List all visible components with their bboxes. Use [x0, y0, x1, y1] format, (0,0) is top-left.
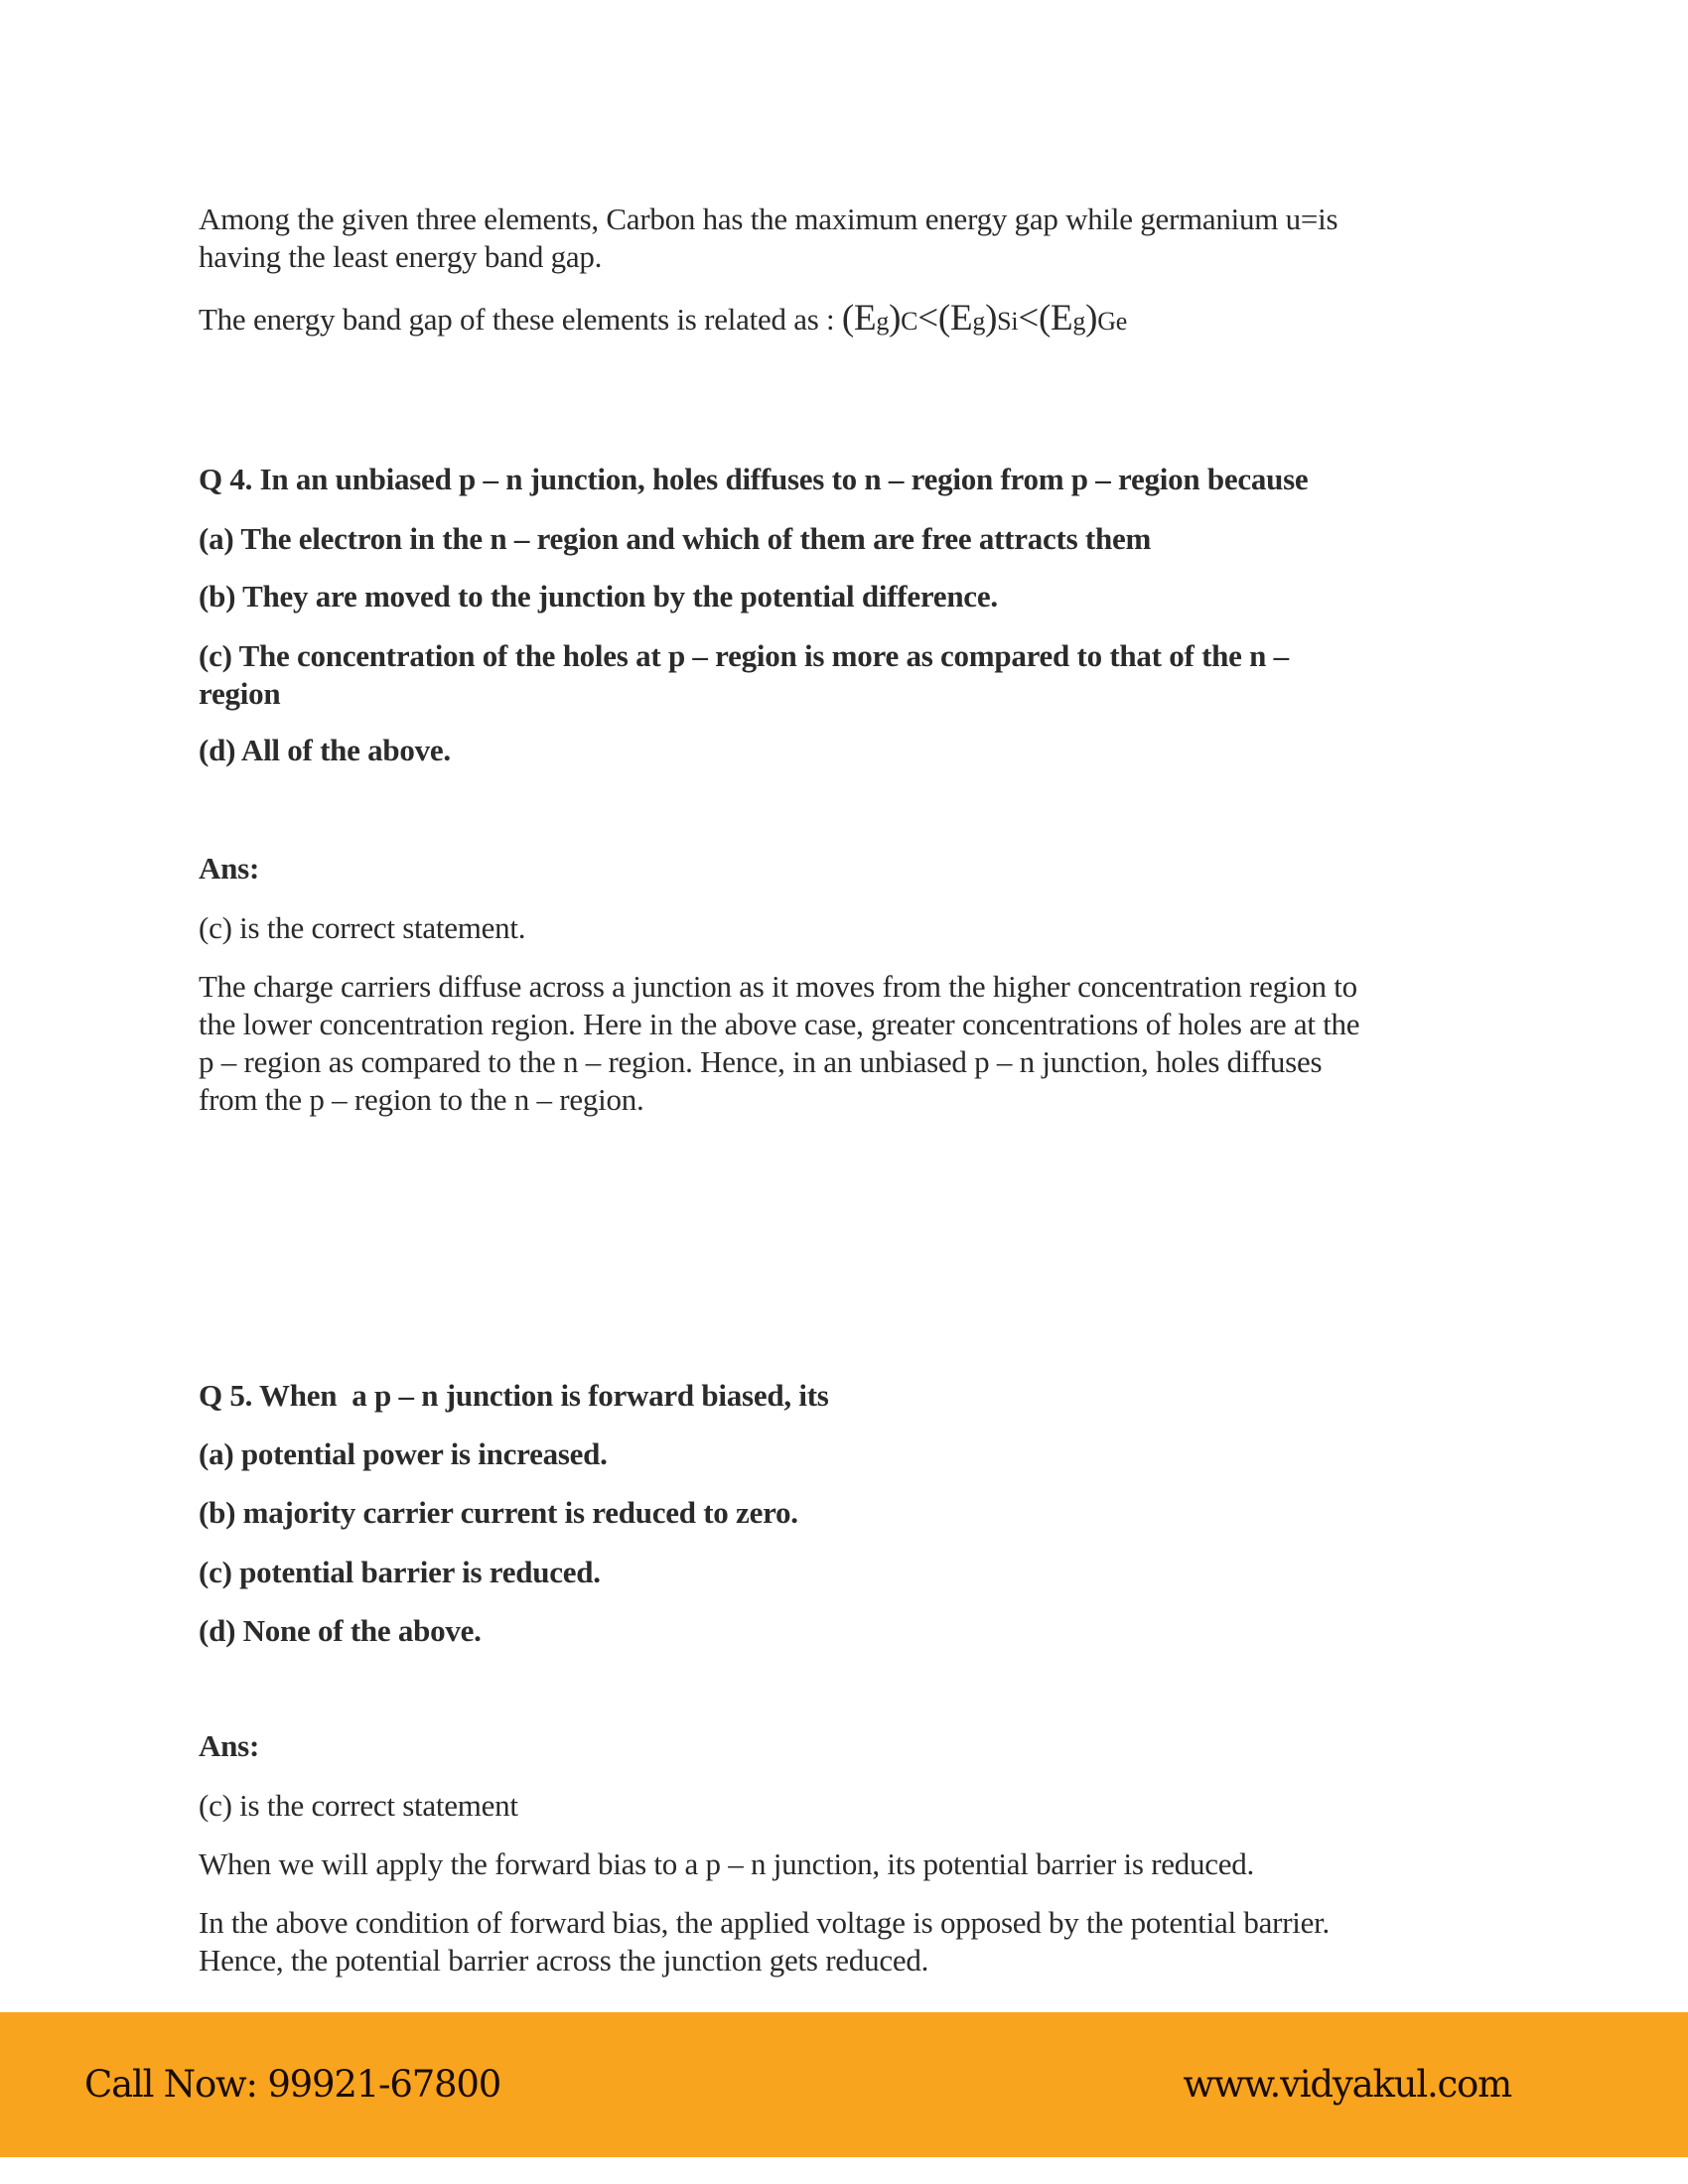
relation-prefix: The energy band gap of these elements is related as : — [199, 302, 842, 337]
q5-explanation-2 — [199, 1904, 1330, 1979]
explanation-line: Hence, the potential barrier across the junction gets reduced. — [199, 1943, 929, 1978]
call-now-phone[interactable]: Call Now: 99921-67800 — [84, 2063, 501, 2106]
q4-option-d — [199, 732, 451, 769]
explanation-line: When we will apply the forward bias to a p – n junction, its potential barrier is reduced. — [199, 1846, 1255, 1881]
eq-symbol: ) — [889, 298, 902, 339]
explanation-line: The charge carriers diffuse across a junction as it moves from the higher concentration region to — [199, 969, 1357, 1004]
q5-option-c — [199, 1554, 601, 1591]
eq-symbol: ) — [985, 298, 998, 339]
eq-symbol: < — [1018, 298, 1039, 339]
eq-subscript: g — [876, 307, 890, 336]
q5-option-a — [199, 1435, 608, 1473]
q4-explanation — [199, 968, 1359, 1119]
option-text: (d) None of the above. — [199, 1613, 482, 1648]
eq-symbol: (E — [937, 298, 973, 339]
answer-label: Ans: — [199, 1728, 260, 1763]
website-link[interactable]: www.vidyakul.com — [1183, 2063, 1511, 2106]
eq-element: C — [901, 307, 918, 336]
option-text: (a) The electron in the n – region and which of them are free attracts them — [199, 521, 1152, 556]
q5-explanation-1 — [199, 1845, 1254, 1883]
energy-gap-relation — [199, 300, 1127, 341]
option-text: (d) All of the above. — [199, 733, 451, 767]
eq-symbol: < — [917, 298, 938, 339]
option-text: region — [199, 676, 281, 711]
q5-option-b — [199, 1494, 798, 1532]
eq-symbol: (E — [841, 298, 877, 339]
eq-subscript: g — [972, 307, 986, 336]
answer-text: (c) is the correct statement. — [199, 910, 526, 945]
question-text: Q 4. In an unbiased p – n junction, holes diffuses to n – region from p – region because — [199, 462, 1309, 496]
explanation-line: from the p – region to the n – region. — [199, 1082, 644, 1117]
intro-line: having the least energy band gap. — [199, 239, 603, 274]
intro-line: Among the given three elements, Carbon has the maximum energy gap while germanium u=is — [199, 202, 1338, 236]
eq-element: Si — [997, 307, 1019, 336]
option-text: (c) potential barrier is reduced. — [199, 1555, 601, 1589]
q5-answer-label — [199, 1727, 259, 1765]
q5-option-d — [199, 1612, 482, 1650]
explanation-line: the lower concentration region. Here in the above case, greater concentrations of holes are at the — [199, 1007, 1360, 1041]
q4-answer-label — [199, 850, 259, 887]
option-text: (a) potential power is increased. — [199, 1436, 608, 1471]
explanation-line: In the above condition of forward bias, the applied voltage is opposed by the potential barrier. — [199, 1905, 1331, 1940]
intro-paragraph — [199, 201, 1337, 276]
q4-answer-statement — [199, 909, 525, 947]
eq-element: Ge — [1097, 307, 1128, 336]
eq-subscript: g — [1072, 307, 1086, 336]
q5-answer-statement — [199, 1787, 518, 1825]
q5-question — [199, 1377, 829, 1415]
footer-banner — [0, 2012, 1688, 2157]
option-text: (b) They are moved to the junction by the potential difference. — [199, 579, 998, 614]
q4-option-a — [199, 520, 1151, 558]
eq-symbol: (E — [1038, 298, 1073, 339]
question-text: Q 5. When a p – n junction is forward biased, its — [199, 1378, 829, 1413]
eq-symbol: ) — [1085, 298, 1098, 339]
q4-option-b — [199, 578, 998, 615]
q4-option-c — [199, 637, 1289, 713]
q4-question — [199, 461, 1308, 498]
option-text: (b) majority carrier current is reduced to zero. — [199, 1495, 798, 1530]
answer-label: Ans: — [199, 851, 260, 886]
option-text: (c) The concentration of the holes at p – region is more as compared to that of the n – — [199, 638, 1289, 673]
answer-text: (c) is the correct statement — [199, 1788, 518, 1823]
explanation-line: p – region as compared to the n – region. Hence, in an unbiased p – n junction, holes diffuses — [199, 1044, 1323, 1079]
